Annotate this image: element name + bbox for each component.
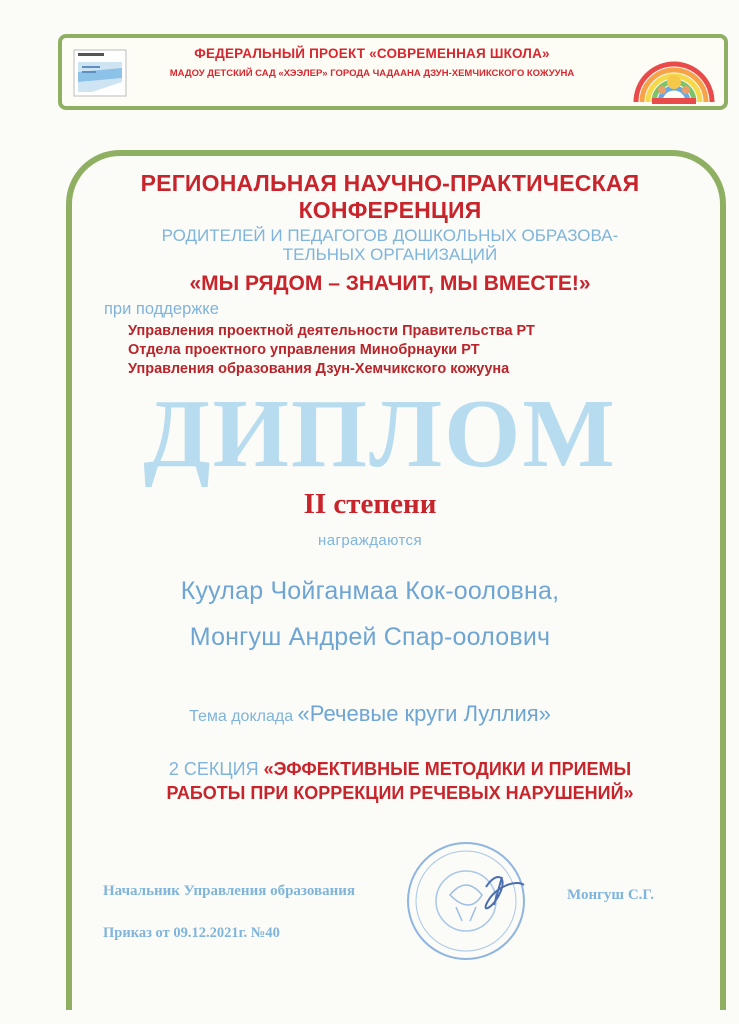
order-reference: Приказ от 09.12.2021г. №40: [103, 925, 280, 941]
conference-line-1: РЕГИОНАЛЬНАЯ НАУЧНО-ПРАКТИЧЕСКАЯ: [140, 170, 640, 196]
support-org: Управления проектной деятельности Правительства РТ: [128, 323, 535, 339]
support-label: при поддержке: [104, 300, 219, 318]
header-subtitle: МАДОУ ДЕТСКИЙ САД «ХЭЭЛЕР» ГОРОДА ЧАДААНА ДЗУН-ХЕМЧИКСКОГО КОЖУУНА: [169, 68, 575, 79]
recipient-name: Монгуш Андрей Спар-оолович: [189, 623, 551, 651]
support-org: Отдела проектного управления Минобрнауки РТ: [128, 342, 480, 358]
diploma-degree: II степени: [303, 488, 437, 520]
header-band: [58, 34, 728, 110]
support-org: Управления образования Дзун-Хемчикского кожууна: [128, 361, 510, 377]
signer-name: Монгуш С.Г.: [567, 887, 655, 903]
topic-value: «Речевые круги Луллия»: [297, 701, 551, 726]
conference-heading: [90, 170, 690, 224]
section-title-line-1: «ЭФФЕКТИВНЫЕ МЕТОДИКИ И ПРИЕМЫ: [263, 759, 632, 779]
section-info: [90, 757, 710, 805]
conference-audience: [90, 226, 690, 264]
official-stamp-icon: [400, 835, 540, 965]
signature-icon: [486, 877, 524, 908]
chief-title: Начальник Управления образования: [103, 883, 355, 899]
conference-line-2: КОНФЕРЕНЦИЯ: [298, 197, 482, 223]
awarded-label: награждаются: [318, 532, 422, 549]
section-number: 2 СЕКЦИЯ: [168, 759, 259, 779]
recipient-name: Куулар Чойганмаа Кок-ооловна,: [180, 577, 560, 605]
kindergarten-rainbow-logo-icon: [632, 42, 716, 106]
audience-line-2: ТЕЛЬНЫХ ОРГАНИЗАЦИЙ: [282, 245, 498, 264]
school-project-logo-icon: [72, 48, 128, 98]
audience-line-1: РОДИТЕЛЕЙ И ПЕДАГОГОВ ДОШКОЛЬНЫХ ОБРАЗОВА-: [161, 226, 619, 245]
diploma-title: ДИПЛОМ: [143, 380, 617, 488]
header-title: ФЕДЕРАЛЬНЫЙ ПРОЕКТ «СОВРЕМЕННАЯ ШКОЛА»: [194, 46, 550, 61]
report-topic: [80, 701, 660, 727]
topic-label: Тема доклада: [189, 708, 294, 725]
section-title-line-2: РАБОТЫ ПРИ КОРРЕКЦИИ РЕЧЕВЫХ НАРУШЕНИЙ»: [166, 783, 634, 803]
conference-motto: «МЫ РЯДОМ – ЗНАЧИТ, МЫ ВМЕСТЕ!»: [189, 272, 591, 295]
